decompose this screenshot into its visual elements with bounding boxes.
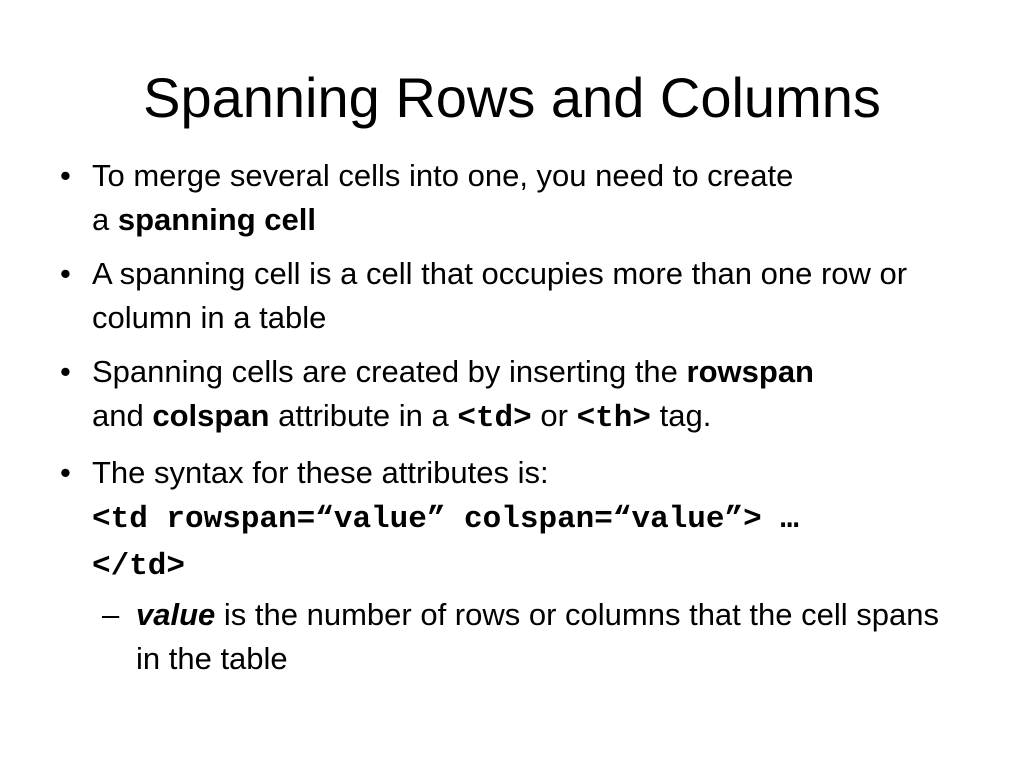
bold-term: rowspan bbox=[686, 354, 814, 389]
bullet-text: a bbox=[92, 202, 118, 237]
bullet-marker: • bbox=[60, 455, 71, 490]
sub-bullet-marker: – bbox=[102, 597, 120, 632]
bullet-marker: • bbox=[60, 158, 71, 193]
italic-term: value bbox=[136, 597, 216, 632]
code-syntax-line: </td> bbox=[92, 549, 186, 584]
sub-bullet-text: is the number of rows or columns that the cell spans in the table bbox=[136, 597, 939, 676]
bold-term: colspan bbox=[152, 398, 270, 433]
bullet-item bbox=[60, 154, 970, 242]
bullet-item bbox=[60, 252, 970, 340]
bold-term: spanning cell bbox=[117, 202, 316, 237]
code-snippet: <th> bbox=[576, 401, 651, 436]
slide-title: Spanning Rows and Columns bbox=[143, 66, 881, 129]
bullet-text: tag. bbox=[650, 398, 712, 433]
bullet-item bbox=[60, 350, 970, 441]
code-snippet: <td> bbox=[457, 401, 532, 436]
bullet-text: or bbox=[531, 398, 577, 433]
bullet-text: The syntax for these attributes is: bbox=[92, 455, 549, 490]
slide-body bbox=[60, 154, 970, 681]
bullet-marker: • bbox=[60, 256, 71, 291]
bullet-text: attribute in a bbox=[269, 398, 458, 433]
bullet-item bbox=[60, 451, 970, 589]
bullet-marker: • bbox=[60, 354, 71, 389]
code-syntax-line: <td rowspan=“value” colspan=“value”> … bbox=[92, 502, 799, 537]
bullet-text: To merge several cells into one, you need to create bbox=[92, 158, 794, 193]
bullet-text: and bbox=[92, 398, 153, 433]
bullet-text: Spanning cells are created by inserting the bbox=[92, 354, 687, 389]
sub-bullet-item bbox=[60, 593, 970, 681]
bullet-text: A spanning cell is a cell that occupies more than one row or column in a table bbox=[92, 256, 908, 335]
